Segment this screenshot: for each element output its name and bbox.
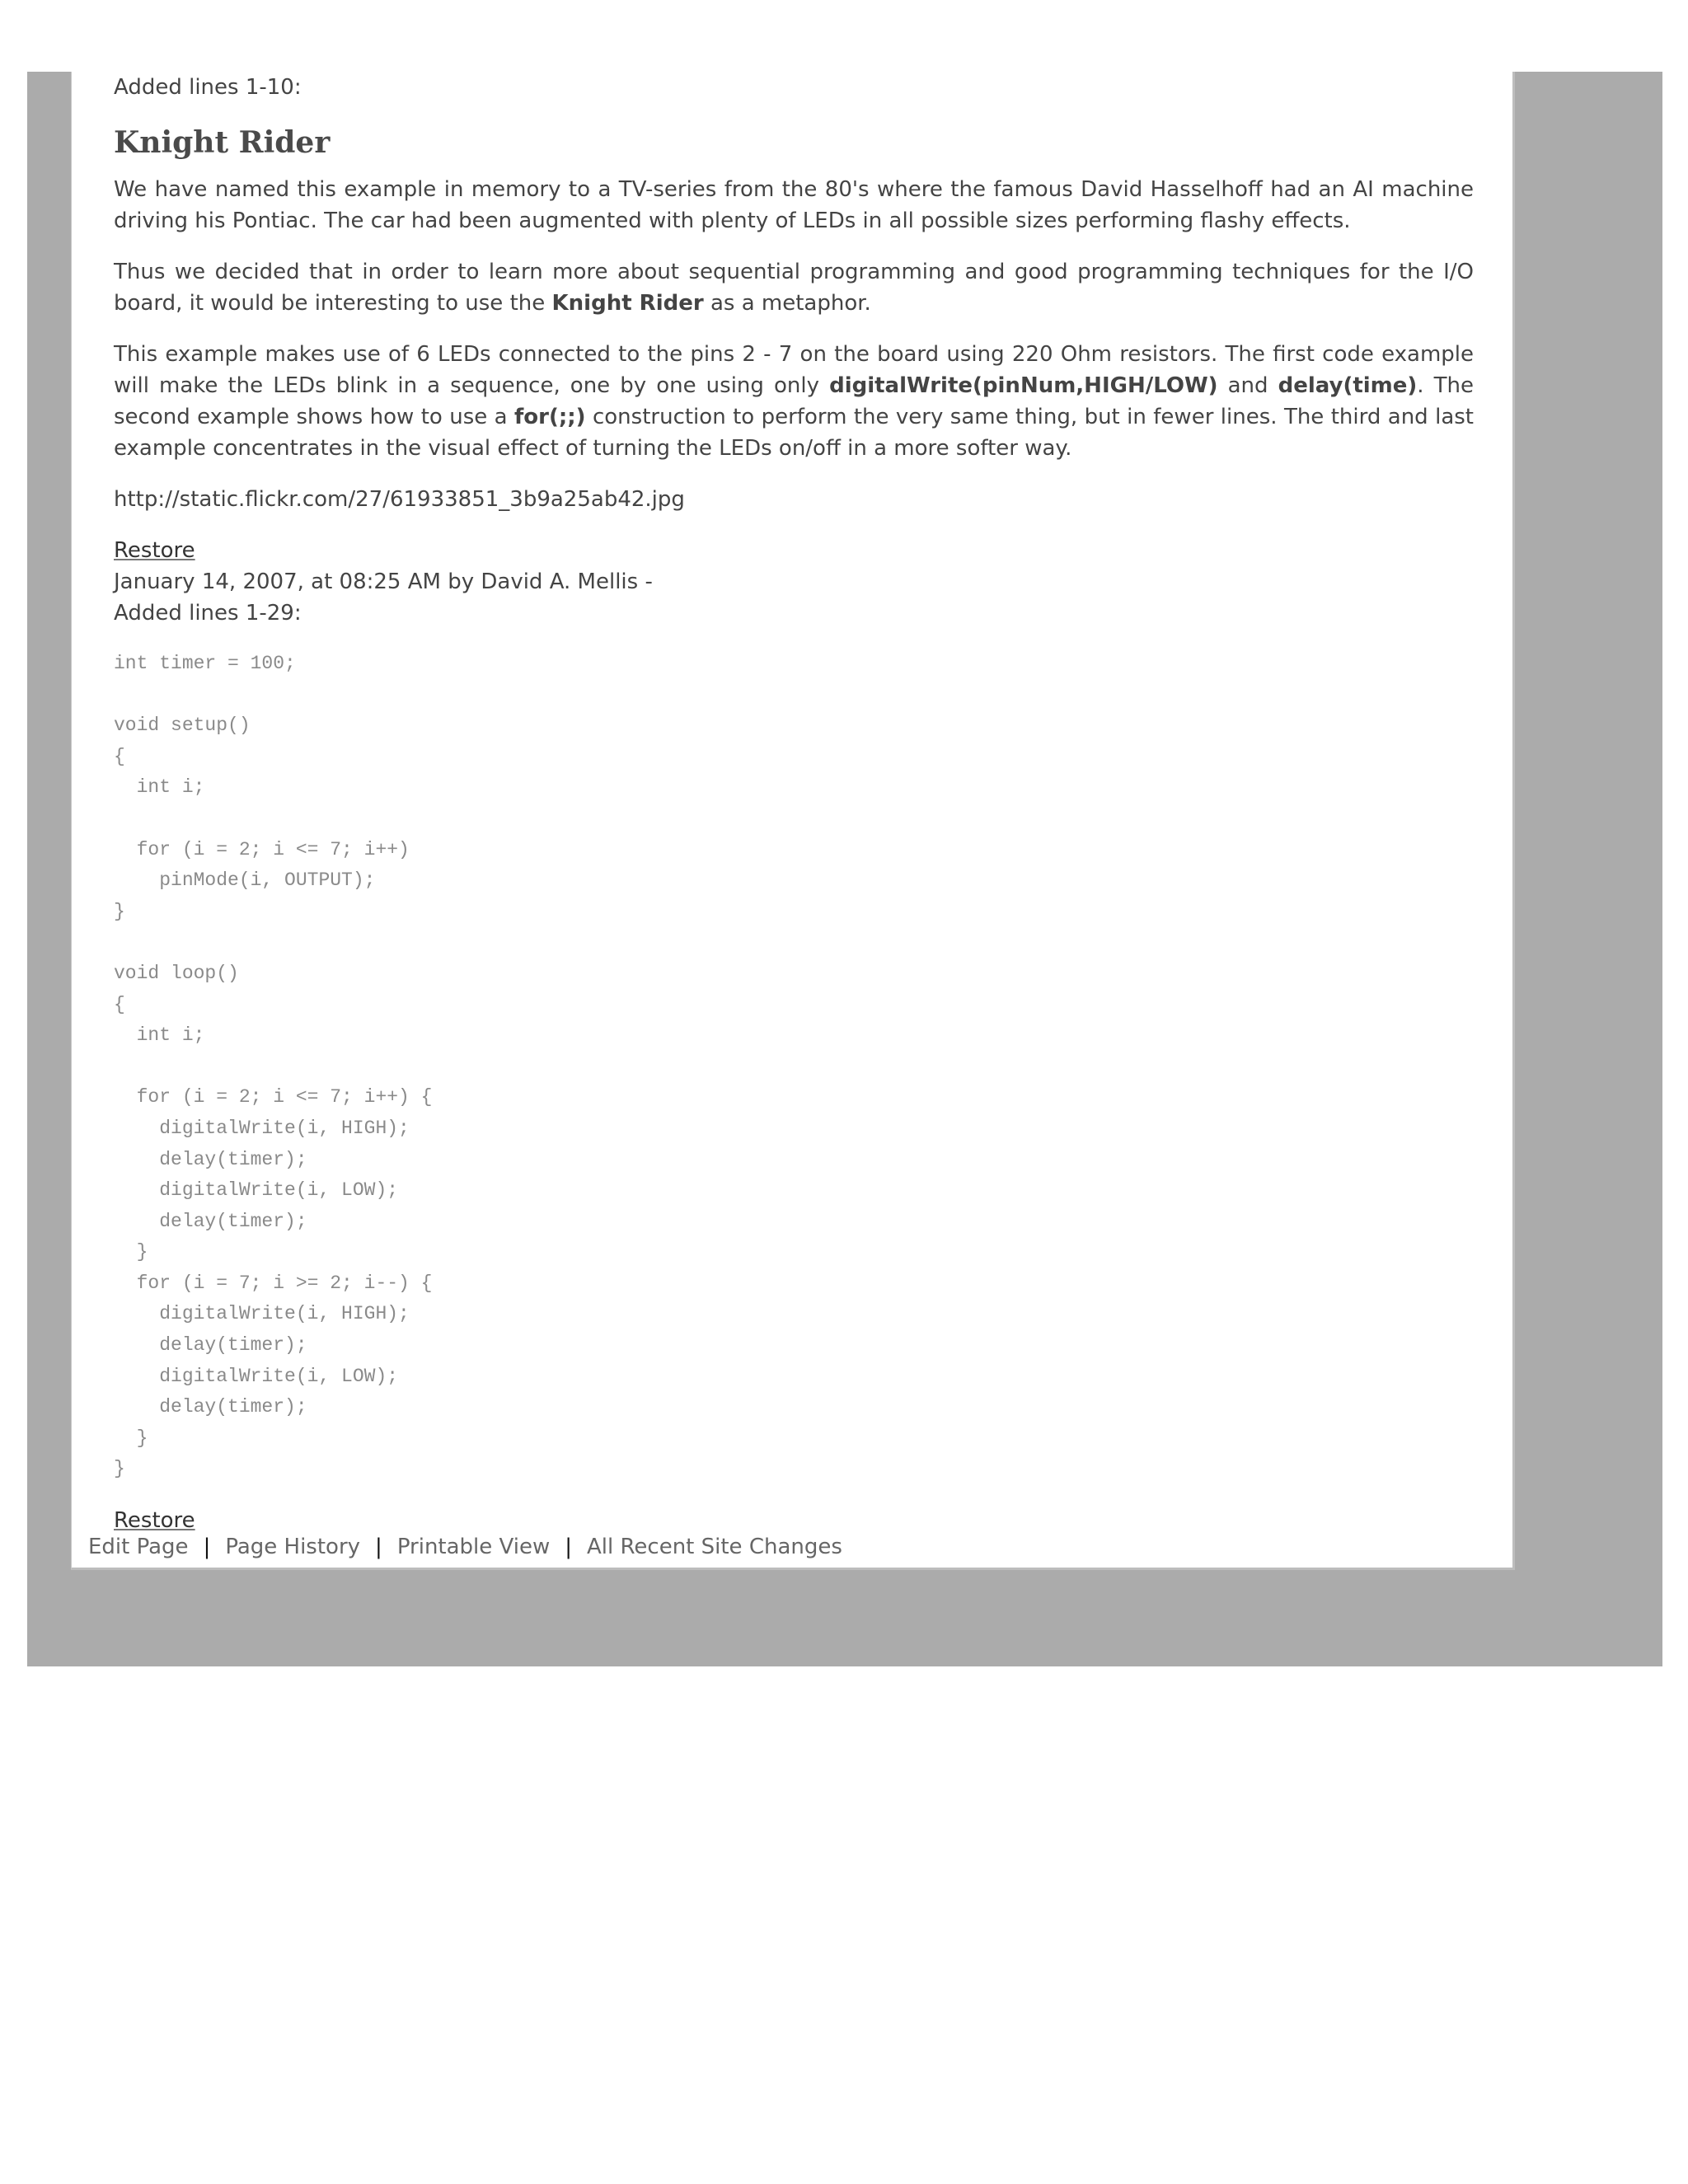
text-segment: . The second example shows how to use a <box>114 373 1474 429</box>
bold-text: digitalWrite(pinNum,HIGH/LOW) <box>829 373 1218 398</box>
footer-nav <box>88 1531 842 1563</box>
separator: | <box>203 1535 211 1559</box>
description-paragraph <box>114 339 1474 464</box>
code-block: int timer = 100; void setup() { int i; for (i = 2; i <= 7; i++) pinMode(i, OUTPUT); } void loop() { int i; for (i = 2; i <= 7; i++) { digitalWrite(i, HIGH); delay(timer); digitalWrite(i, LOW); delay(timer); } for (i = 7; i >= 2; i--) { digitalWrite(i, HIGH); delay(timer); digitalWrite(i, LOW); delay(timer); } } <box>114 653 433 1480</box>
edit-page-link[interactable]: Edit Page <box>88 1535 189 1559</box>
separator: | <box>565 1535 573 1559</box>
printable-view-link[interactable]: Printable View <box>396 1535 551 1559</box>
added-lines-label: Added lines 1-10: <box>114 75 302 100</box>
intro-paragraph: We have named this example in memory to a TV-series from the 80's where the famous David Hasselhoff had an AI machine driving his Pontiac. The car had been augmented with plenty of LEDs in all possible sizes performing flashy effects. <box>114 177 1474 233</box>
text-segment: as a metaphor. <box>703 291 871 316</box>
page-title: Knight Rider <box>114 125 331 160</box>
text-segment: construction to perform the very same thing, but in fewer lines. The third and last example concentrates in the visual effect of turning the LEDs on/off in a more softer way. <box>114 405 1474 461</box>
text-segment: and <box>1217 373 1278 398</box>
metaphor-paragraph <box>114 256 1474 319</box>
page-history-link[interactable]: Page History <box>225 1535 361 1559</box>
page-frame <box>27 72 1662 1666</box>
content-area <box>71 72 1515 1570</box>
bold-text: for(;;) <box>514 405 586 429</box>
recent-changes-link[interactable]: All Recent Site Changes <box>587 1535 842 1559</box>
added-lines-label: Added lines 1-29: <box>114 601 302 626</box>
restore-link-1-wrap <box>114 535 1474 566</box>
restore-link[interactable]: Restore <box>114 1508 195 1534</box>
restore-link[interactable]: Restore <box>114 538 195 563</box>
image-url-text: http://static.flickr.com/27/61933851_3b9a25ab42.jpg <box>114 487 685 512</box>
separator: | <box>375 1535 382 1559</box>
text-segment: This example makes use of 6 LEDs connected to the pins 2 - 7 on the board using 220 Ohm resistors. The first code example will make the LEDs blink in a sequence, one by one using only <box>114 342 1474 398</box>
content-inner <box>114 72 1474 1536</box>
revision-meta: January 14, 2007, at 08:25 AM by David A. Mellis - <box>114 569 653 594</box>
bold-text: Knight Rider <box>551 291 704 316</box>
bold-text: delay(time) <box>1278 373 1418 398</box>
text-segment: Thus we decided that in order to learn more about sequential programming and good programming techniques for the I/O board, it would be interesting to use the <box>114 260 1474 316</box>
